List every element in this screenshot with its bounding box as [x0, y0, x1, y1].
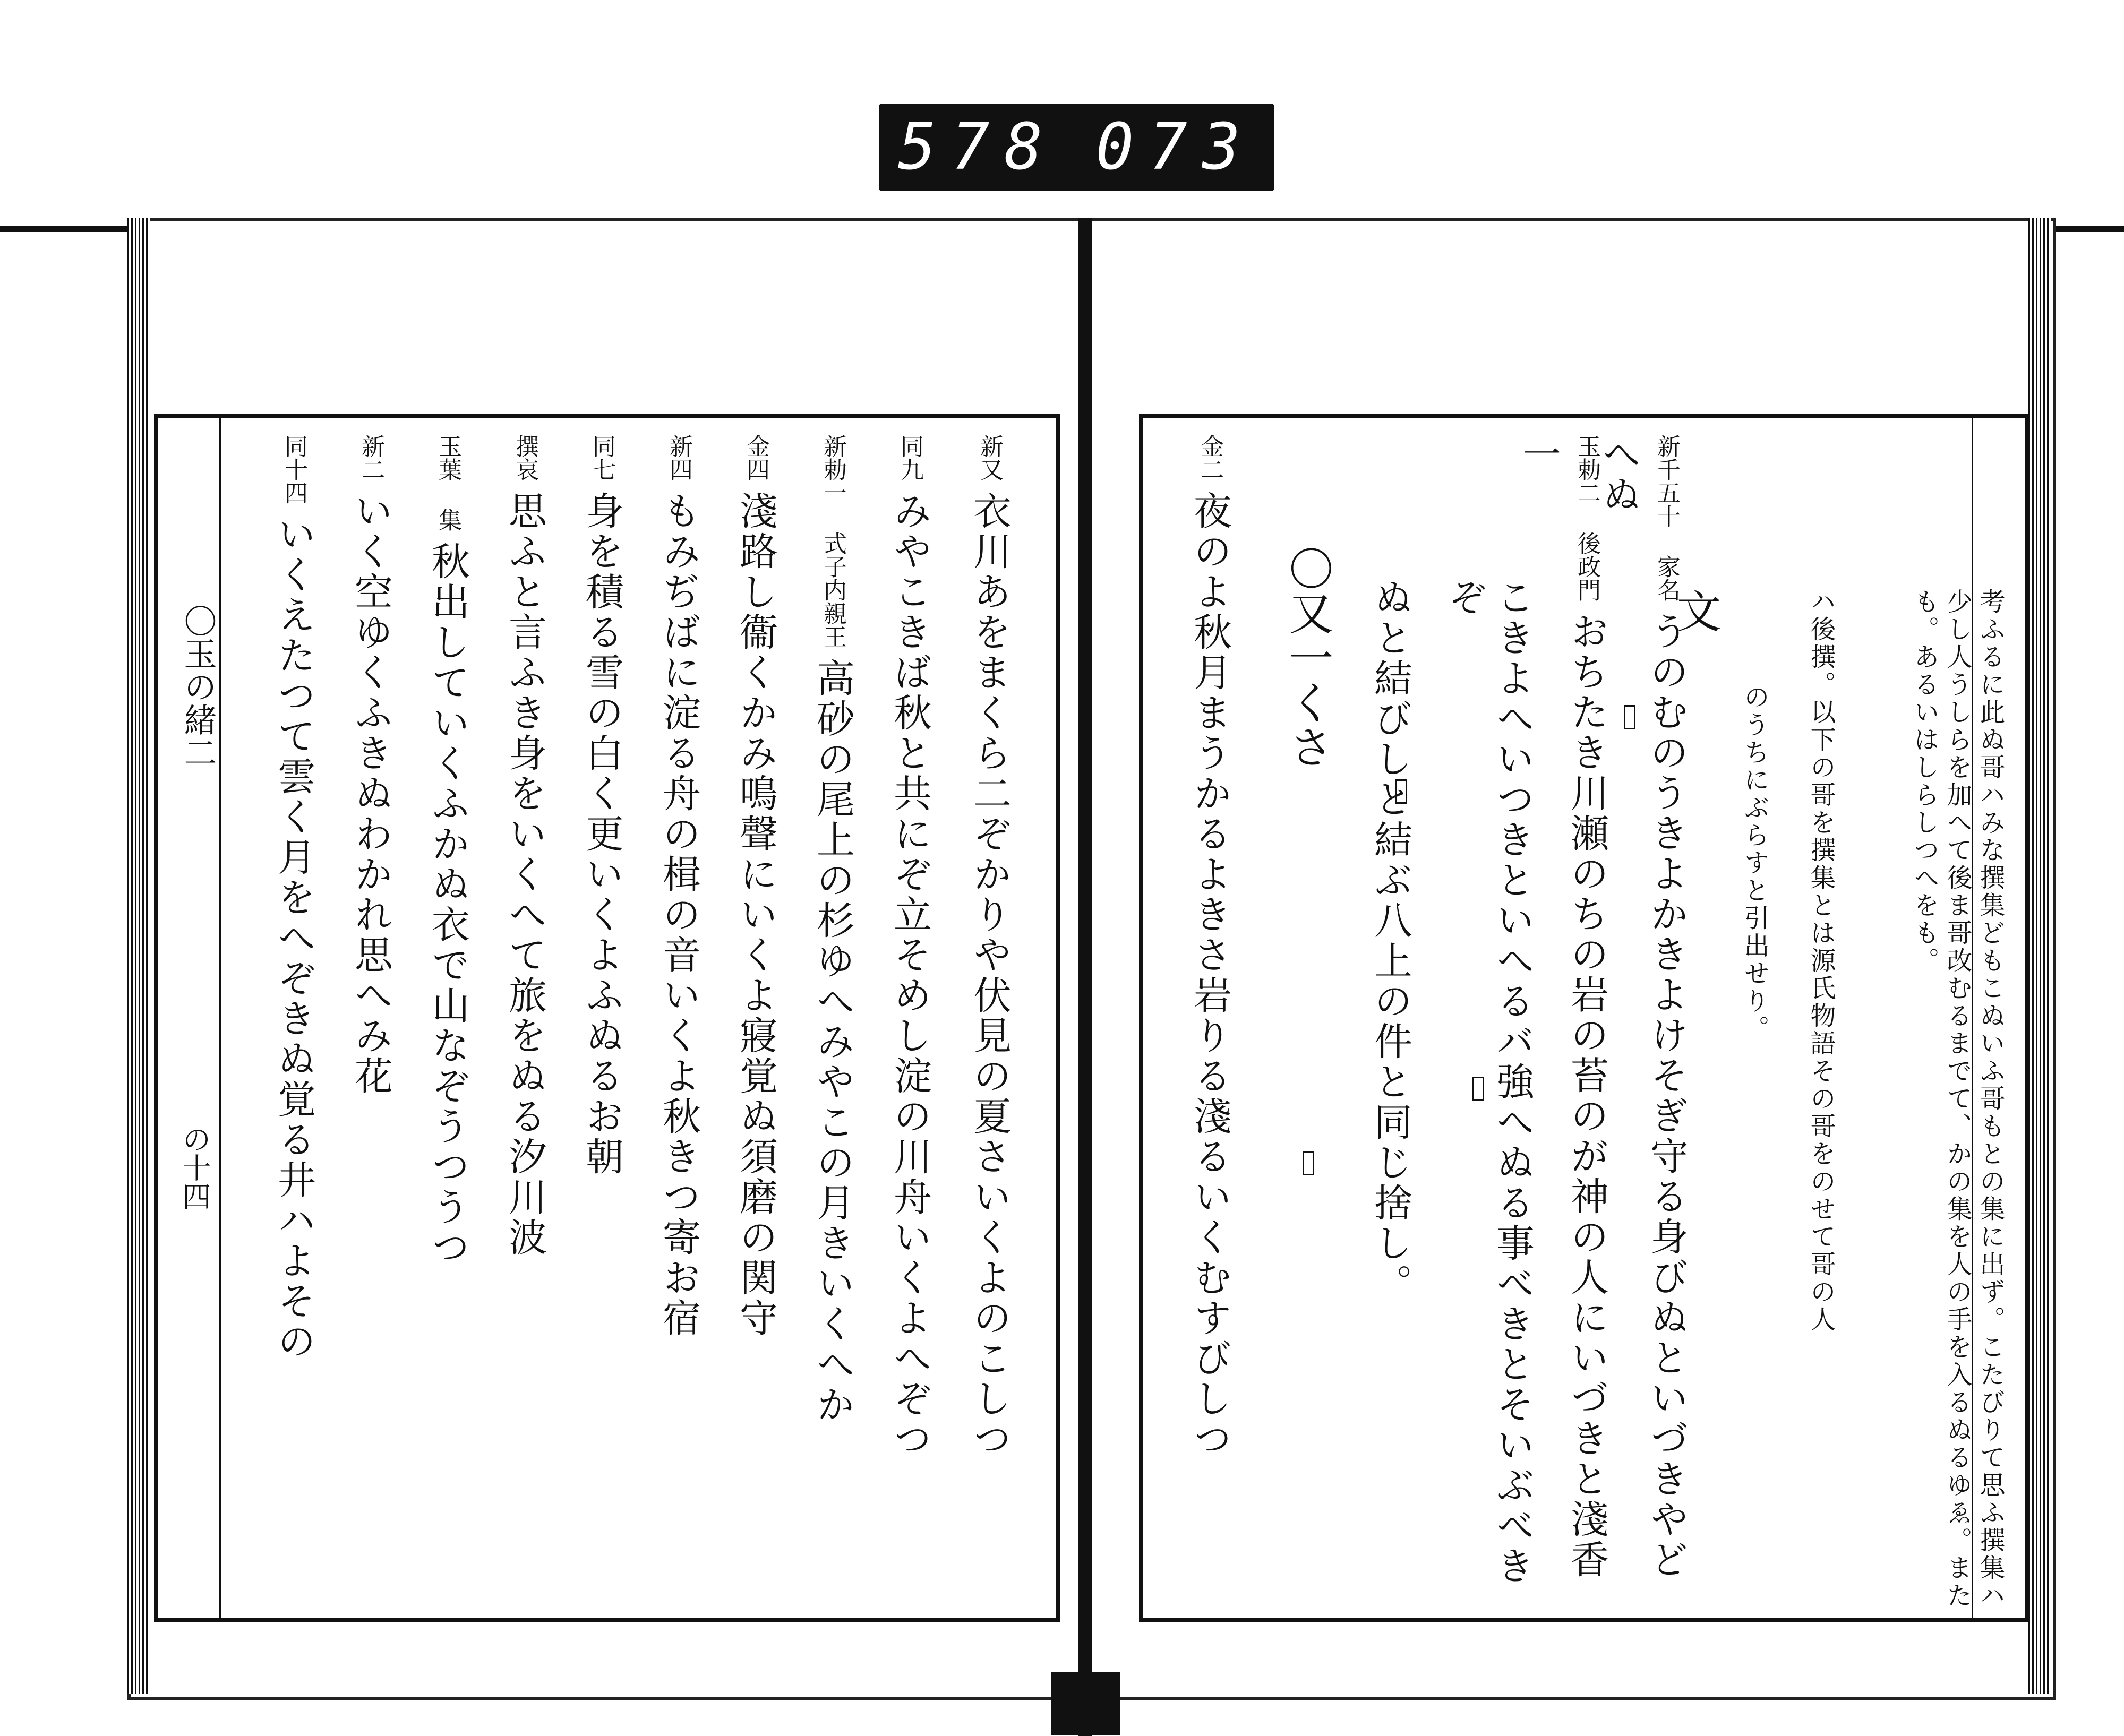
left-page-inner-rule	[219, 418, 221, 1618]
verse-text: みやこきば秋と共にぞ立そめし淀の川舟いくよへぞつ	[887, 491, 932, 1459]
commentary-text: ぬと結びしと結ぶ八上の件と同じ捨し。	[1368, 578, 1412, 1304]
verse-source: 新四	[665, 434, 692, 481]
verse-text: もみぢばに淀る舟の楫の音いくよ秋きつ寄お宿	[656, 491, 701, 1338]
right-page-edge	[2028, 218, 2051, 1694]
verse-source: 新千五十 家名	[1653, 434, 1680, 601]
verse-source: 新又	[976, 434, 1003, 481]
scan-id-left: 578	[897, 110, 1058, 184]
bracket-marker	[1303, 1151, 1314, 1175]
right-page-frame	[1139, 414, 2029, 1622]
commentary-column-2	[1804, 588, 1837, 1334]
commentary-text: のうちにぶらすと引出せり。	[1740, 684, 1769, 1043]
section-heading: 〇又一くさ	[1282, 546, 1334, 769]
verse-column-2	[886, 434, 933, 1459]
verse-source: 同七	[588, 434, 615, 481]
bracket-marker	[1472, 1077, 1484, 1101]
verse-text: うのむのうきよかきよけそぎ守る身びぬといづきやどへぬ	[1596, 434, 1689, 1580]
commentary-text: ハ後撰。以下の哥を撰集とは源氏物語その哥をのせて哥の人	[1806, 588, 1836, 1334]
commentary-text: こきよへいつきといへるバ強へぬる事べきとそいぶべきぞ	[1442, 578, 1535, 1586]
verse-text: いくえたつて雲く月をへぞきぬ覚る井ハよその	[271, 514, 316, 1362]
verse-text: 身を積る雪の白く更いくよふぬるお朝	[579, 491, 624, 1177]
commentary-text: 考ふるに此ぬ哥ハみな撰集どもこぬいふ哥もとの集に出ず。こたびりて思ふ撰集ハ少し人うしらを加へて後ま哥改むるまでて、かの集を人の手を入るぬるゆゑ。またも。あるいはしらしつへをも。	[1909, 588, 2005, 1610]
verse-source: 玉勅二 後政門	[1573, 434, 1600, 601]
verse-column-8	[424, 434, 472, 1268]
scan-id-label	[879, 104, 1274, 191]
verse-column-7	[501, 434, 549, 1258]
verse-column-4	[732, 434, 780, 1338]
verse-text: いく空ゆくふきぬわかれ思へみ花	[348, 491, 393, 1096]
page-title: 〇玉の緒二	[178, 604, 217, 769]
verse-text: 思ふと言ふき身をいくへて旅をぬる汐川波	[502, 491, 547, 1258]
verse-column-1	[965, 434, 1013, 1459]
bracket-marker	[1395, 779, 1407, 804]
verse-column-5	[655, 434, 703, 1338]
left-page-frame	[154, 414, 1060, 1622]
verse-text: 衣川あをまくら二ぞかりや伏見の夏さいくよのこしつ	[967, 491, 1012, 1459]
verse-text: 夜のよ秋月まうかるよきさ岩りる淺るいくむすびしつ	[1187, 491, 1232, 1459]
verse-source: 撰哀	[511, 434, 538, 481]
section-heading-mata	[1281, 546, 1334, 769]
bracket-marker	[1624, 705, 1635, 729]
verse-column-9	[347, 434, 395, 1096]
page-number: の十四	[178, 1124, 211, 1210]
book-spine-foot	[1051, 1672, 1120, 1735]
verse-source: 新二	[357, 434, 384, 481]
verse-source: 同十四	[280, 434, 307, 504]
scan-id-right: 073	[1095, 110, 1256, 184]
book-spine	[1078, 218, 1092, 1736]
verse-source: 金四	[742, 434, 769, 481]
verse-column-6	[578, 434, 626, 1177]
section-heading: 文	[1669, 588, 1722, 633]
left-page-edge	[127, 218, 150, 1694]
verse-source: 同九	[896, 434, 923, 481]
commentary-column-1	[1908, 588, 2007, 1618]
verse-text: おちたき川瀬のちの岩の苔のが神の人にいづきと淺香一	[1517, 434, 1609, 1580]
commentary-column-5	[1366, 578, 1414, 1304]
verse-column-r3	[1186, 434, 1234, 1459]
verse-column-3	[809, 434, 857, 1425]
verse-text: 秋出していくふかぬ衣で山なぞうつうつ	[425, 542, 470, 1268]
verse-source: 玉葉 集	[434, 434, 461, 531]
verse-text: 高砂の尾上の杉ゆへみやこの月きいくへか	[810, 658, 855, 1425]
commentary-column-3	[1738, 684, 1771, 1043]
verse-source: 新勅一 式子内親王	[819, 434, 846, 648]
verse-column-10	[270, 434, 318, 1362]
commentary-column-4	[1441, 578, 1536, 1618]
verse-text: 淺路し衞くかみ鳴聲にいくよ寢覚ぬ須磨の関守	[733, 491, 778, 1338]
verse-source: 金二	[1196, 434, 1223, 481]
